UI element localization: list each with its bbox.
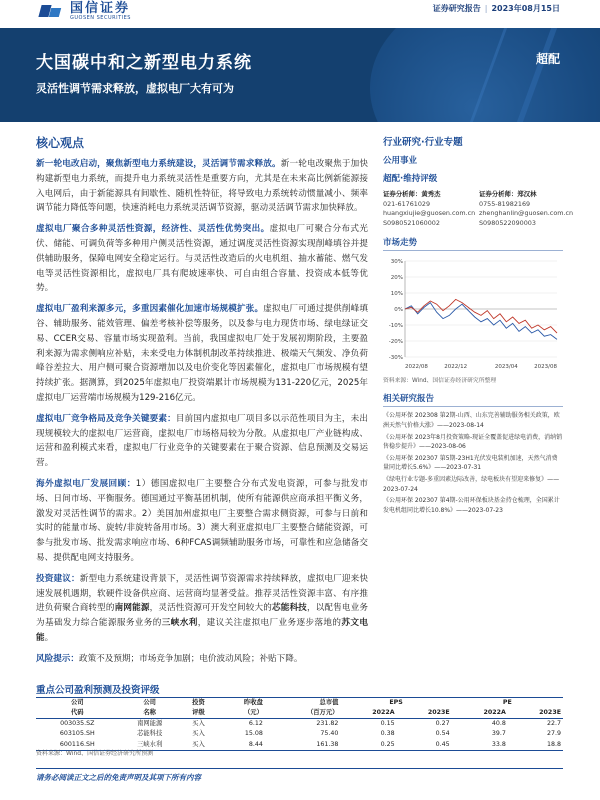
guosen-logo-icon xyxy=(38,3,64,21)
table-cell: 芯能科技 xyxy=(137,730,163,738)
col-head: 2023E xyxy=(508,708,563,719)
table-cell: 600116.SH xyxy=(36,740,119,751)
company-link: 苏文电能 xyxy=(36,618,368,643)
title-banner xyxy=(0,28,600,122)
paragraph-investment: 投资建议：新型电力系统建设背景下，灵活性调节资源需求持续释放，虚拟电厂迎来快速发展机遇期，软硬件设备供应商、运营商均显著受益。推荐灵活性资源丰富、有序推进负荷聚合商转型的南网能源，灵活性资源可开发空间较大的芯能科技，以配售电业务为基础发力综合能源服务业务的三峡水利，建议关注虚拟电厂业务逐步落地的苏文电能。 xyxy=(36,573,368,643)
table-cell: 8.44 xyxy=(216,740,265,751)
company-link: 南网能源 xyxy=(114,603,150,614)
brand-name-en: GUOSEN SECURITIES xyxy=(70,15,131,21)
table-cell: 6.12 xyxy=(248,720,263,727)
y-tick-label: 30% xyxy=(390,259,403,266)
analyst-1: 证券分析师：黄秀杰 021-61761029 huangxiujie@guosen.com.cn S0980521060002 xyxy=(383,190,476,227)
related-report-item[interactable]: 《公用环保 202307 第5期-23H1光伏发电装机加速，天然气消费量同比增长5.6%》——2023-07-31 xyxy=(383,454,558,472)
market-trend-title: 市场走势 xyxy=(383,236,563,251)
col-head: 代码 xyxy=(36,708,119,719)
paragraph-overseas: 海外虚拟电厂发展回顾：1）德国虚拟电厂主要整合分布式发电资源，可参与批发市场、日间市场、平衡服务。德国通过平衡基团机制，使所有能源供应商承担平衡义务，激发对灵活性调节的需求。2）美国加州虚拟电厂主要整合需求侧资源，可参与日前和实时的能量市场、旋转/非旋转备用市场。3）澳大利亚虚拟电厂主要整合储能资源，可参与批发市场、批发需求响应市场、6种FCAS调频辅助服务市场，可靠性和应急储备交易、提供配电网支持服务。 xyxy=(36,478,368,563)
y-tick-label: -10% xyxy=(388,323,403,330)
y-tick-label: -20% xyxy=(388,339,403,346)
series-line-0 xyxy=(405,303,557,340)
col-head: 公司 xyxy=(36,698,119,709)
y-tick-label: 10% xyxy=(390,291,403,298)
top-bar xyxy=(0,0,600,28)
y-tick-label: 0% xyxy=(394,307,403,314)
table-cell: 15.08 xyxy=(244,730,263,738)
related-reports-title: 相关研究报告 xyxy=(383,392,563,407)
col-head: （元） xyxy=(216,708,265,719)
table-source: 资料来源：Wind、国信证券经济研究所预测 xyxy=(36,750,154,757)
table-cell: 南网能源 xyxy=(137,720,163,727)
rating-badge: 超配 xyxy=(535,52,560,66)
table-cell: 三峡水利 xyxy=(119,740,181,751)
market-trend-chart xyxy=(383,255,561,373)
company-link: 三峡水利 xyxy=(161,618,198,629)
col-head: （百万元） xyxy=(265,708,341,719)
col-head: 评级 xyxy=(181,708,216,719)
analyst-2: 证券分析师：郑汉林 0755-81982169 zhenghanlin@guosen.com.cn S0980522090003 xyxy=(479,190,574,227)
related-report-item[interactable]: 《公用环保 202308 第2期-山西、山东完善辅助服务相关政策，欧洲天然气价格大涨》——2023-08-14 xyxy=(383,412,560,429)
footer-divider xyxy=(36,768,563,769)
core-views-column xyxy=(36,134,368,673)
x-tick-label: 2023/08 xyxy=(534,364,557,371)
table-cell: 0.45 xyxy=(397,740,452,751)
brand-name-cn: 国信证券 xyxy=(70,1,131,16)
col-head: 昨收盘 xyxy=(216,698,265,709)
col-head: EPS xyxy=(340,698,451,709)
paragraph-profit: 虚拟电厂盈利来源多元，多重因素催化加速市场规模扩张。虚拟电厂可通过提供削峰填谷、辅助服务、能效管理、偏差考核补偿等服务，以及参与电力现货市场、绿电绿证交易、CCER交易、容量市场实现盈利。当前，我国虚拟电厂处于发展初期阶段，主要盈利来源为需求侧响应补贴，未来受电力体制机制改革持续推进、极端天气频发、净负荷峰谷差拉大、用户侧可聚合资源增加以及电价变化等因素催化，虚拟电厂市场规模有望持续扩张。据测算，到2025年虚拟电厂投资端累计市场规模为131-220亿元，2025年虚拟电厂运营端市场规模为129-216亿元。 xyxy=(36,304,368,403)
table-row xyxy=(36,719,563,730)
col-head: 2022A xyxy=(340,708,396,719)
table-cell: 0.54 xyxy=(435,730,450,738)
table-cell: 0.38 xyxy=(380,730,395,738)
col-head: 总市值 xyxy=(265,698,341,709)
table-cell: 40.8 xyxy=(491,720,506,727)
report-title: 大国碳中和之新型电力系统 xyxy=(36,53,252,73)
report-date: 2023年08月15日 xyxy=(491,4,560,13)
sidebar xyxy=(383,134,574,517)
table-cell: 买入 xyxy=(192,730,205,738)
report-category: 行业研究·行业专题 xyxy=(383,137,463,148)
report-subtitle: 灵活性调节需求释放，虚拟电厂大有可为 xyxy=(36,82,234,95)
chart-source: 资料来源：Wind、国信证券经济研究所整理 xyxy=(383,378,497,385)
sector: 公用事业 xyxy=(383,156,418,166)
paragraph-risk: 风险提示：政策不及预期；市场竞争加剧；电价波动风险；补贴下降。 xyxy=(36,653,303,664)
table-cell: 231.82 xyxy=(316,720,339,727)
paragraph-competition: 虚拟电厂竞争格局及竞争关键要素：目前国内虚拟电厂项目多以示范性项目为主，未出现规模较大的虚拟电厂运营商，虚拟电厂市场格局较为分散。从虚拟电厂产业链构成、运营和盈利模式来看，虚拟电厂行业竞争的关键要素在于聚合资源、信息预测及交易运营。 xyxy=(36,413,368,469)
related-report-item[interactable]: 《绿电行业专题-多重因素边际改善，绿电板块有望迎来修复》——2023-07-24 xyxy=(383,475,560,493)
trend-chart-svg xyxy=(383,255,561,373)
company-link: 芯能科技 xyxy=(271,603,307,614)
table-cell: 33.8 xyxy=(452,740,508,751)
disclaimer-footer: 请务必阅读正文之后的免责声明及其项下所有内容 xyxy=(36,773,201,782)
table-cell: 0.27 xyxy=(435,720,450,727)
guosen-logo xyxy=(38,2,131,21)
table-row xyxy=(36,729,563,739)
paragraph-vpp-advantages: 虚拟电厂聚合多种灵活性资源，经济性、灵活性优势突出。虚拟电厂可聚合分布式光伏、储能、可调负荷等多种用户侧灵活性资源，通过调度灵活性资源实现削峰填谷并提供辅助服务，保障电网安全稳定运行。与灵活性改造后的火电机组、抽水蓄能、燃气发电等灵活性资源相比，虚拟电厂具有爬坡速率快、可自由组合容量、投资成本低等优势。 xyxy=(36,224,368,294)
core-views-heading: 核心观点 xyxy=(36,136,85,150)
x-tick-label: 2023/04 xyxy=(494,364,518,371)
table-cell: 18.8 xyxy=(508,740,563,751)
analyst-email[interactable]: huangxiujie@guosen.com.cn xyxy=(383,209,476,218)
table-cell: 0.15 xyxy=(380,720,395,727)
related-reports-list xyxy=(383,411,563,515)
table-cell: 买入 xyxy=(192,720,205,727)
table-cell: 003035.SZ xyxy=(60,720,95,727)
table-cell: 75.40 xyxy=(320,730,339,738)
rating-line: 超配·维持评级 xyxy=(383,174,438,184)
paragraph-reform: 新一轮电改启动，聚焦新型电力系统建设，灵活调节需求释放。新一轮电改聚焦于加快构建新型电力系统，而提升电力系统灵活性是重要方向，尤其是在未来高比例新能源接入电网后，由于新能源具有间歇性、随机性特征，将导致电力系统转动惯量减小、频率调节能力降低等问题，快速消耗电力系统灵活调节资源，驱动灵活调节需求加快释放。 xyxy=(36,159,368,214)
col-head: 名称 xyxy=(119,708,181,719)
col-head: 2022A xyxy=(452,708,508,719)
table-cell: 27.9 xyxy=(546,730,561,738)
y-tick-label: -30% xyxy=(388,355,403,362)
x-tick-label: 2022/08 xyxy=(405,364,428,371)
forecast-table xyxy=(36,697,563,751)
related-report-item[interactable]: 《公用环保 2023年8月投资策略-现证全覆盖促进绿电消费，消纳销售稳步提升》——2023-08-06 xyxy=(383,433,563,451)
report-meta: 证券研究报告 | 2023年08月15日 xyxy=(432,4,560,13)
col-head: 投资 xyxy=(181,698,216,709)
analysts xyxy=(383,190,574,228)
table-title: 重点公司盈利预测及投资评级 xyxy=(36,685,160,696)
table-cell: 0.25 xyxy=(340,740,396,751)
col-head: 2023E xyxy=(397,708,452,719)
table-cell: 161.38 xyxy=(265,740,341,751)
col-head: PE xyxy=(452,698,563,709)
report-type: 证券研究报告 xyxy=(432,4,481,13)
x-tick-label: 2022/12 xyxy=(444,364,468,371)
table-cell: 39.7 xyxy=(491,730,506,738)
related-report-item[interactable]: 《公用环保 202307 第4期-公用环保板块基金持仓梳理，全国累计发电机组同比增长10.8%》——2023-07-23 xyxy=(383,497,560,514)
y-tick-label: 20% xyxy=(390,275,403,282)
col-head: 公司 xyxy=(119,698,181,709)
table-cell: 22.7 xyxy=(546,720,561,727)
table-cell: 603105.SH xyxy=(59,730,95,738)
table-cell: 买入 xyxy=(181,740,216,751)
analyst-email[interactable]: zhenghanlin@guosen.com.cn xyxy=(479,209,574,218)
